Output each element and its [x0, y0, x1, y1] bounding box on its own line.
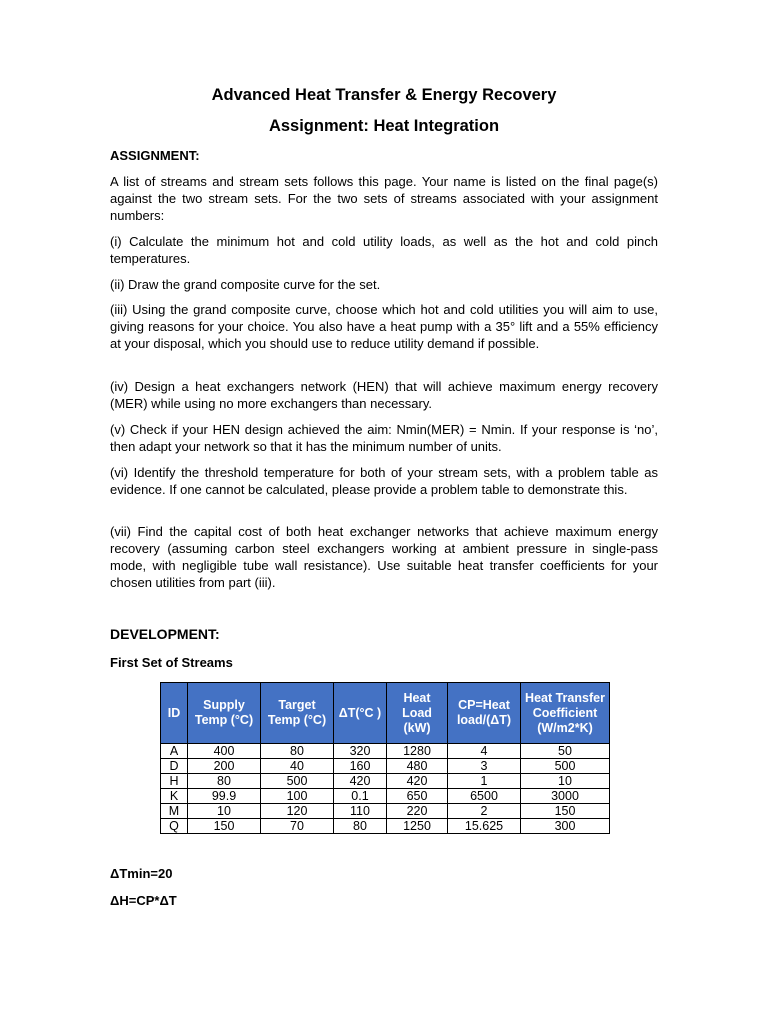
table-cell: 500 [261, 774, 334, 789]
header-heat-load: Heat Load (kW) [387, 683, 448, 744]
table-cell: 480 [387, 759, 448, 774]
table-cell: Q [161, 819, 188, 834]
table-cell: 2 [448, 804, 521, 819]
paragraph-task-vii: (vii) Find the capital cost of both heat exchanger networks that achieve maximum energy recovery (assuming carbon steel exchangers working at ambient pressure in single-pass mode, with negligible tube wall resistance). Use suitable heat transfer coefficients for your chosen utilities from part (iii). [110, 524, 658, 590]
table-row [161, 804, 610, 819]
table-cell: 320 [334, 744, 387, 759]
table-cell: 1250 [387, 819, 448, 834]
table-cell: 40 [261, 759, 334, 774]
table-cell: 10 [188, 804, 261, 819]
paragraph-task-ii: (ii) Draw the grand composite curve for the set. [110, 277, 381, 292]
table-cell: A [161, 744, 188, 759]
table-cell: H [161, 774, 188, 789]
table-cell: M [161, 804, 188, 819]
table-cell: 80 [188, 774, 261, 789]
table-cell: 15.625 [448, 819, 521, 834]
table-cell: 99.9 [188, 789, 261, 804]
header-cp: CP=Heat load/(ΔT) [448, 683, 521, 744]
table-row [161, 774, 610, 789]
document-title: Advanced Heat Transfer & Energy Recovery [211, 86, 557, 104]
paragraph-task-vi: (vi) Identify the threshold temperature for both of your stream sets, with a problem table as evidence. If one cannot be calculated, please provide a problem table to demonstrate this. [110, 465, 658, 497]
table-cell: D [161, 759, 188, 774]
delta-h-formula: ΔH=CP*ΔT [110, 893, 177, 908]
table-cell: 120 [261, 804, 334, 819]
table-cell: 80 [261, 744, 334, 759]
table-cell: 110 [334, 804, 387, 819]
streams-table [160, 682, 610, 834]
table-cell: 420 [334, 774, 387, 789]
table-cell: 1280 [387, 744, 448, 759]
table-header-row [161, 683, 610, 744]
table-cell: 400 [188, 744, 261, 759]
table-cell: 0.1 [334, 789, 387, 804]
table-cell: 220 [387, 804, 448, 819]
header-supply-temp: Supply Temp (°C) [188, 683, 261, 744]
table-row [161, 759, 610, 774]
paragraph-intro: A list of streams and stream sets follows this page. Your name is listed on the final page(s) against the two stream sets. For the two sets of streams associated with your assignment numbers: [110, 174, 658, 223]
table-cell: 300 [521, 819, 610, 834]
table-cell: 80 [334, 819, 387, 834]
table-cell: 3 [448, 759, 521, 774]
table-cell: 4 [448, 744, 521, 759]
table-cell: 3000 [521, 789, 610, 804]
table-cell: 150 [521, 804, 610, 819]
table-cell: 6500 [448, 789, 521, 804]
table-row [161, 789, 610, 804]
header-heat-transfer-coefficient: Heat Transfer Coefficient (W/m2*K) [521, 683, 610, 744]
first-set-heading: First Set of Streams [110, 655, 233, 670]
table-cell: 160 [334, 759, 387, 774]
table-row [161, 819, 610, 834]
table-cell: 10 [521, 774, 610, 789]
table-cell: 50 [521, 744, 610, 759]
paragraph-task-iv: (iv) Design a heat exchangers network (HEN) that will achieve maximum energy recovery (MER) while using no more exchangers than necessary. [110, 379, 658, 411]
development-heading: DEVELOPMENT: [110, 626, 220, 642]
table-cell: 650 [387, 789, 448, 804]
table-cell: 70 [261, 819, 334, 834]
table-cell: 150 [188, 819, 261, 834]
table-cell: 420 [387, 774, 448, 789]
header-delta-t: ΔT(°C ) [334, 683, 387, 744]
assignment-heading: ASSIGNMENT: [110, 148, 200, 163]
table-cell: 500 [521, 759, 610, 774]
table-cell: K [161, 789, 188, 804]
header-target-temp: Target Temp (°C) [261, 683, 334, 744]
table-cell: 100 [261, 789, 334, 804]
table-cell: 200 [188, 759, 261, 774]
paragraph-task-i: (i) Calculate the minimum hot and cold utility loads, as well as the hot and cold pinch temperatures. [110, 234, 658, 266]
paragraph-task-iii: (iii) Using the grand composite curve, choose which hot and cold utilities you will aim to use, giving reasons for your choice. You also have a heat pump with a 35° lift and a 55% efficiency at your disposal, which you should use to reduce utility demand if possible. [110, 302, 658, 351]
table-cell: 1 [448, 774, 521, 789]
table-row [161, 744, 610, 759]
document-subtitle: Assignment: Heat Integration [268, 117, 500, 135]
paragraph-task-v: (v) Check if your HEN design achieved the aim: Nmin(MER) = Nmin. If your response is ‘no’, then adapt your network so that it has the minimum number of units. [110, 422, 658, 454]
delta-tmin-formula: ΔTmin=20 [110, 866, 173, 881]
header-id: ID [161, 683, 188, 744]
